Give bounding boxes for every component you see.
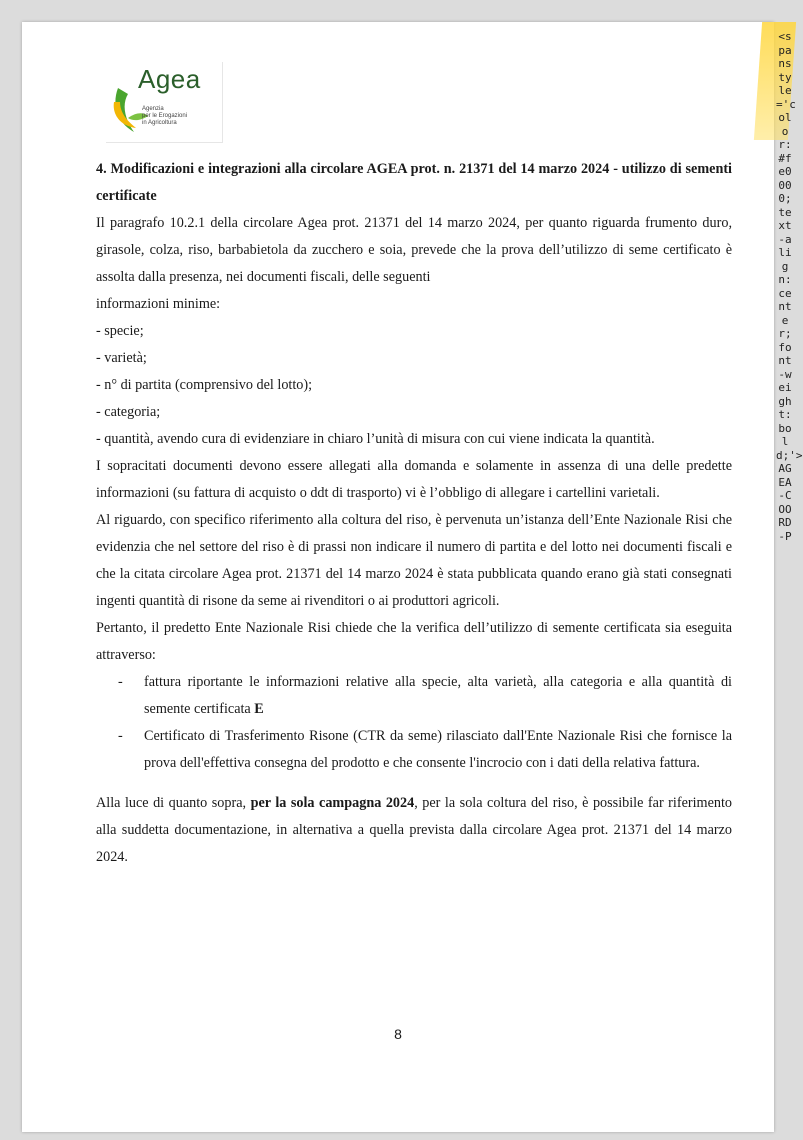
logo-subtitle-line: Agenzia [142, 106, 164, 112]
side-code-text: <spanstyle='color:#fe0000;text-align:center;font-weight:bold;'>AGEA-COORD-P [776, 30, 803, 543]
page-number: 8 [394, 1026, 402, 1042]
document-page [22, 22, 774, 1132]
logo-name: Agea [138, 64, 201, 94]
list-item-species: - specie; [96, 323, 144, 339]
list-item-batch: - n° di partita (comprensivo del lotto); [96, 377, 313, 393]
list-item-variety: - varietà; [96, 350, 147, 366]
list-item-quantity: - quantità, avendo cura di evidenziare in chiaro l’unità di misura con cui viene indicata la quantità. [96, 431, 655, 447]
document-body [96, 156, 732, 871]
bullet-invoice-text: fattura riportante le informazioni relative alla specie, alta varietà, alla categoria e alla quantità di semente certificata [144, 674, 732, 717]
paragraph-rice-request: Al riguardo, con specifico riferimento alla coltura del riso, è pervenuta un’istanza dell’Ente Nazionale Risi che evidenzia che nel settore del riso è di prassi non indicare il numero di partita e del lotto nei documenti fiscali e che la citata circolare Agea prot. 21371 del 14 marzo 2024 è stata pubblicata quando erano già stati consegnati ingenti quantità di risone da seme ai rivenditori o ai produttori agricoli. [96, 512, 732, 609]
intro-continuation: informazioni minime: [96, 296, 221, 312]
bullet-invoice-bold: E [254, 701, 264, 717]
conclusion-text-b: , per la sola coltura del riso, è possibile far riferimento alla suddetta documentazione, in alternativa a quella prevista dalla circolare Agea prot. 21371 del 14 marzo 2024. [96, 795, 733, 865]
conclusion-text-a: Alla luce di quanto sopra, [96, 795, 251, 811]
agea-logo [106, 62, 223, 143]
bullet-ctr [96, 723, 732, 777]
bullet-dash: - [118, 674, 123, 690]
bullet-ctr-text: Certificato di Trasferimento Risone (CTR da seme) rilasciato dall'Ente Nazionale Risi che fornisce la prova dell'effettiva consegna del prodotto e che consente l'incrocio con i dati della relativa fattura. [144, 728, 732, 771]
bullet-invoice [96, 669, 732, 723]
intro-paragraph: Il paragrafo 10.2.1 della circolare Agea prot. 21371 del 14 marzo 2024, per quanto riguarda frumento duro, girasole, colza, riso, barbabietola da zucchero e soia, prevede che la prova dell’utilizzo di seme certificato è assolta dalla presenza, nei documenti fiscali, delle seguenti [96, 215, 732, 285]
paragraph-verification: Pertanto, il predetto Ente Nazionale Risi chiede che la verifica dell’utilizzo di semente certificata sia eseguita attraverso: [96, 620, 732, 663]
logo-subtitle [142, 106, 222, 127]
conclusion-bold: per la sola campagna 2024 [250, 795, 415, 811]
paragraph-attachments: I sopracitati documenti devono essere allegati alla domanda e solamente in assenza di una delle predette informazioni (su fattura di acquisto o ddt di trasporto) vi è l’obbligo di allegare i cartellini varietali. [96, 458, 732, 501]
list-item-category: - categoria; [96, 404, 161, 420]
logo-subtitle-line: in Agricoltura [142, 120, 177, 126]
section-heading: 4. Modificazioni e integrazioni alla circolare AGEA prot. n. 21371 del 14 marzo 2024 - utilizzo di sementi certificate [96, 161, 732, 204]
verification-list [96, 669, 732, 777]
logo-subtitle-line: per le Erogazioni [142, 113, 188, 119]
bullet-dash: - [118, 728, 123, 744]
paragraph-conclusion [96, 790, 732, 871]
